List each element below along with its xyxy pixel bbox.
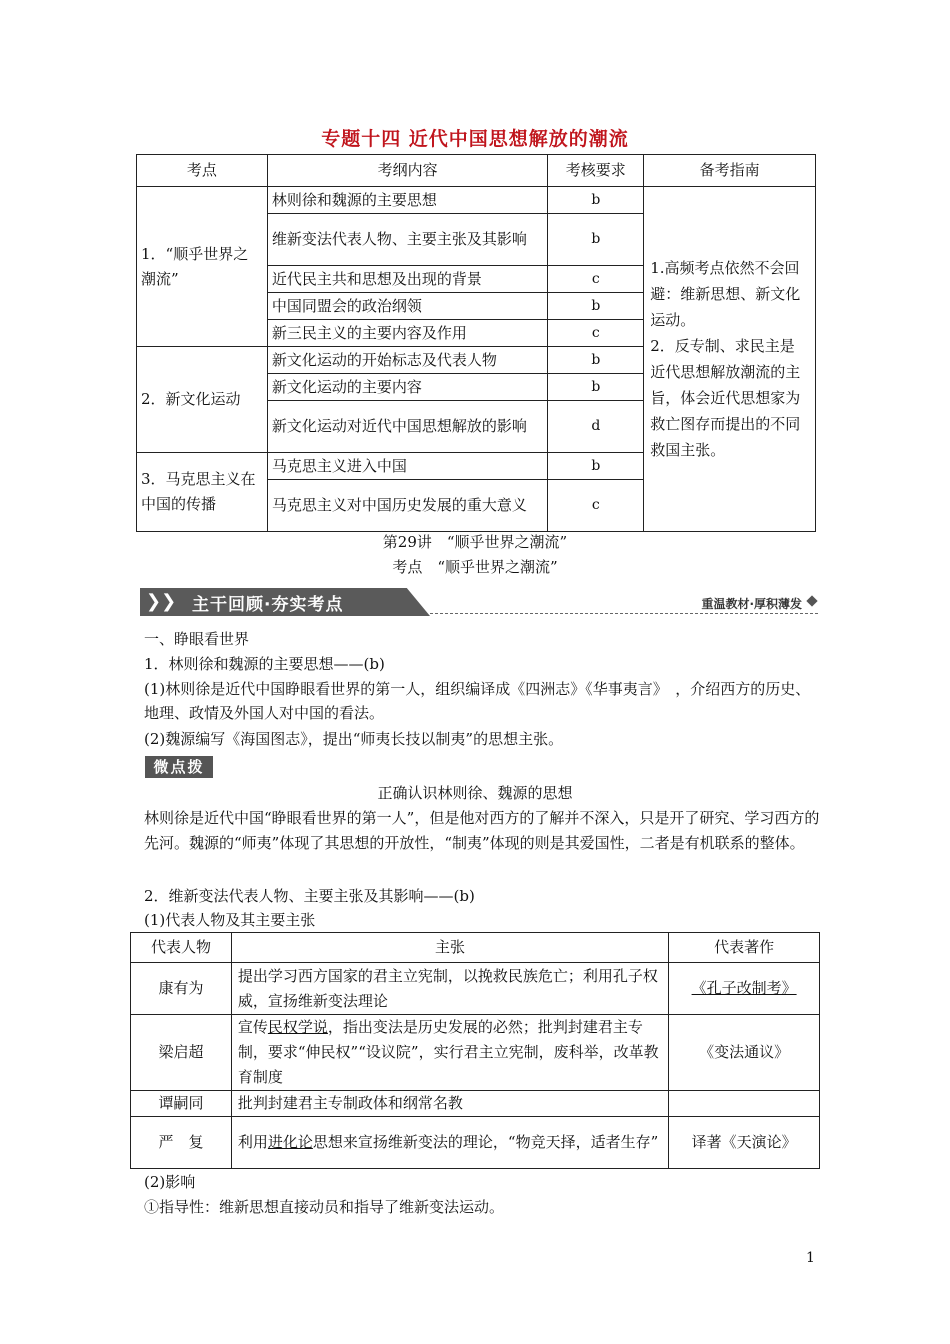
topic-cell: 3．马克思主义在中国的传播 <box>137 453 268 532</box>
banner-right-text: 重温教材·厚积薄发 <box>701 597 802 611</box>
sub-heading: (1)代表人物及其主要主张 <box>144 911 316 929</box>
header-topic: 考点 <box>137 155 268 187</box>
header-person: 代表人物 <box>131 933 232 963</box>
claim-text: 利用 <box>237 1133 268 1151</box>
chevron-right-icon: ❯❯ <box>146 591 177 612</box>
req-cell: b <box>548 347 644 374</box>
syllabus-table <box>136 154 816 532</box>
person-cell: 康有为 <box>131 963 232 1015</box>
person-cell: 谭嗣同 <box>131 1091 232 1117</box>
claim-cell <box>231 1015 668 1091</box>
content-cell: 近代民主共和思想及出现的背景 <box>267 266 548 293</box>
content-cell: 马克思主义进入中国 <box>267 453 548 480</box>
person-cell: 严 复 <box>131 1117 232 1169</box>
claim-cell: 提出学习西方国家的君主立宪制，以挽救民族危亡；利用孔子权威，宣扬维新变法理论 <box>231 963 668 1015</box>
header-work: 代表著作 <box>669 933 820 963</box>
kaodian-title: 考点 “顺乎世界之潮流” <box>392 558 558 576</box>
req-cell: b <box>548 214 644 266</box>
content-cell: 维新变法代表人物、主要主张及其影响 <box>267 214 548 266</box>
content-cell: 中国同盟会的政治纲领 <box>267 293 548 320</box>
req-cell: c <box>548 266 644 293</box>
topic-cell: 1．“顺乎世界之潮流” <box>137 187 268 347</box>
claim-underlined: 民权学说 <box>267 1018 328 1036</box>
work-cell: 《孔子改制考》 <box>669 963 820 1015</box>
paragraph: (1)林则徐是近代中国睁眼看世界的第一人，组织编译成《四洲志》《华事夷言》 ，介绍西方的历史、地理、政情及外国人对中国的看法。 <box>144 680 811 722</box>
banner-left-text: 主干回顾·夯实考点 <box>192 595 344 615</box>
content-cell: 马克思主义对中国历史发展的重大意义 <box>267 480 548 532</box>
claim-text: ，指出变法是历史发展的必然；批判封建君主专制，要求“伸民权”“设议院”，实行君主立宪制，废科举，改革教育制度 <box>237 1018 659 1086</box>
content-cell: 新文化运动的开始标志及代表人物 <box>267 347 548 374</box>
claim-cell <box>231 1117 668 1169</box>
reformers-table <box>130 932 820 1169</box>
work-cell: 《变法通议》 <box>669 1015 820 1091</box>
tip-badge: 微点拨 <box>145 756 213 778</box>
paragraph: (2)魏源编写《海国图志》，提出“师夷长技以制夷”的思想主张。 <box>144 730 564 748</box>
guide-cell <box>644 187 816 532</box>
claim-text: 宣传 <box>237 1018 268 1036</box>
item-heading: 1．林则徐和魏源的主要思想——(b) <box>144 655 385 673</box>
person-cell: 梁启超 <box>131 1015 232 1091</box>
header-content: 考纲内容 <box>267 155 548 187</box>
item-heading: 2．维新变法代表人物、主要主张及其影响——(b) <box>144 887 475 905</box>
note-title: 正确认识林则徐、魏源的思想 <box>377 784 573 802</box>
page-number: 1 <box>806 1250 815 1266</box>
header-guide: 备考指南 <box>644 155 816 187</box>
req-cell: b <box>548 374 644 401</box>
claim-text: 思想来宣扬维新变法的理论，“物竞天择，适者生存” <box>312 1133 659 1151</box>
work-cell <box>669 1091 820 1117</box>
lecture-title: 第29讲 “顺乎世界之潮流” <box>382 533 568 551</box>
req-cell: b <box>548 187 644 214</box>
note-body: 林则徐是近代中国“睁眼看世界的第一人”，但是他对西方的了解并不深入，只是开了研究、学习西方的先河。魏源的“师夷”体现了其思想的开放性，“制夷”体现的则是其爱国性，二者是有机联系的整体。 <box>144 809 820 852</box>
header-requirement: 考核要求 <box>548 155 644 187</box>
page-title: 专题十四 近代中国思想解放的潮流 <box>321 128 629 150</box>
claim-underlined: 进化论 <box>267 1133 313 1151</box>
content-cell: 新文化运动的主要内容 <box>267 374 548 401</box>
banner-dashed-line <box>430 613 818 614</box>
content-cell: 新三民主义的主要内容及作用 <box>267 320 548 347</box>
paragraph: ①指导性：维新思想直接动员和指导了维新变法运动。 <box>144 1198 505 1216</box>
sub-heading: (2)影响 <box>144 1173 196 1191</box>
req-cell: c <box>548 480 644 532</box>
claim-cell: 批判封建君主专制政体和纲常名教 <box>231 1091 668 1117</box>
header-claim: 主张 <box>231 933 668 963</box>
section-heading: 一、睁眼看世界 <box>144 630 250 648</box>
req-cell: b <box>548 293 644 320</box>
req-cell: b <box>548 453 644 480</box>
req-cell: d <box>548 401 644 453</box>
diamond-icon <box>806 595 817 606</box>
section-banner <box>140 588 818 616</box>
topic-cell: 2．新文化运动 <box>137 347 268 453</box>
req-cell: c <box>548 320 644 347</box>
content-cell: 林则徐和魏源的主要思想 <box>267 187 548 214</box>
guide-text: 1.高频考点依然不会回避：维新思想、新文化运动。 2．反专制、求民主是近代思想解放潮流的主旨，体会近代思想家为救亡图存而提出的不同救国主张。 <box>650 259 801 459</box>
work-cell: 译著《天演论》 <box>669 1117 820 1169</box>
content-cell: 新文化运动对近代中国思想解放的影响 <box>267 401 548 453</box>
